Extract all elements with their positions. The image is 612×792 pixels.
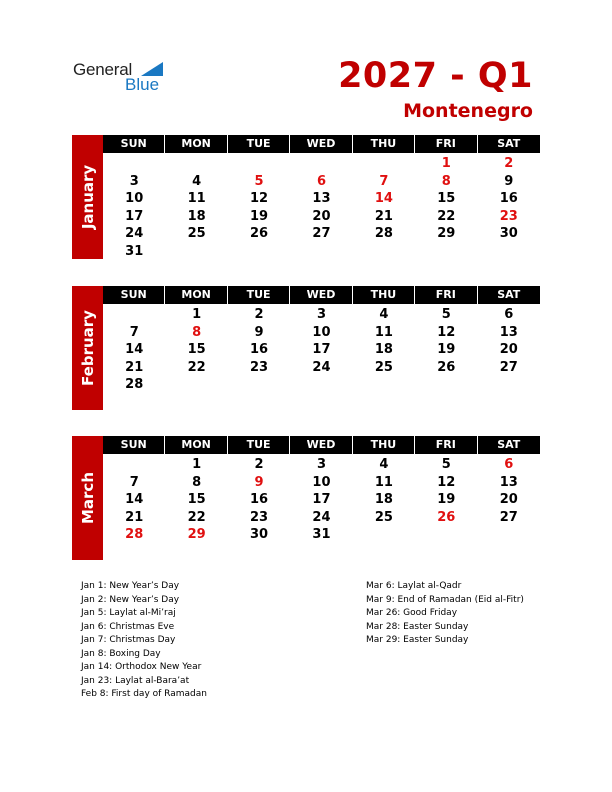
day-cell: 8	[192, 324, 202, 340]
day-cell: 10	[312, 324, 331, 340]
week-row	[103, 243, 540, 261]
day-cell: 7	[129, 474, 139, 490]
week-row	[103, 155, 540, 173]
day-cell: 11	[374, 474, 393, 490]
weekday-header: SUN	[103, 135, 165, 153]
empty-day-cell	[228, 243, 290, 261]
day-cell: 23	[250, 359, 269, 375]
day-cell: 27	[312, 226, 331, 241]
day-cell: 19	[437, 492, 456, 507]
empty-day-cell	[290, 243, 352, 261]
day-cell: 19	[250, 208, 269, 224]
holiday-item: Jan 7: Christmas Day	[81, 635, 176, 645]
day-cell: 5	[441, 307, 451, 322]
empty-day-cell	[415, 243, 477, 261]
month-block-february	[72, 286, 540, 410]
weekday-header-row	[103, 286, 540, 304]
holiday-list-left	[81, 580, 207, 702]
day-cell: 11	[187, 191, 206, 206]
day-cell: 5	[254, 173, 264, 189]
week-grid	[103, 306, 540, 394]
day-cell: 20	[499, 342, 518, 357]
day-cell: 13	[499, 474, 518, 490]
day-cell: 15	[187, 342, 206, 357]
week-row	[103, 376, 540, 394]
day-cell: 4	[379, 307, 389, 322]
day-cell: 4	[192, 173, 202, 189]
holiday-item: Mar 28: Easter Sunday	[366, 621, 469, 632]
day-cell: 10	[125, 191, 144, 206]
holiday-list-right	[366, 580, 524, 648]
day-cell: 17	[312, 492, 331, 507]
weekday-header-row	[103, 436, 540, 454]
day-cell: 16	[250, 342, 269, 357]
day-cell: 15	[187, 492, 206, 507]
empty-day-cell	[353, 155, 415, 173]
day-cell: 8	[192, 474, 202, 490]
day-cell: 24	[312, 509, 331, 525]
day-cell: 31	[125, 243, 144, 259]
day-cell: 16	[250, 492, 269, 507]
weekday-header: TUE	[228, 135, 290, 153]
day-cell: 18	[187, 208, 206, 224]
day-cell: 13	[499, 324, 518, 340]
week-row	[103, 208, 540, 226]
holiday-item: Jan 6: Christmas Eve	[81, 621, 175, 632]
empty-day-cell	[353, 243, 415, 261]
day-cell: 3	[316, 457, 326, 472]
weekday-header: MON	[165, 436, 227, 454]
weekday-header: TUE	[228, 286, 290, 304]
empty-day-cell	[478, 376, 540, 394]
empty-day-cell	[290, 376, 352, 394]
day-cell: 7	[379, 173, 389, 189]
logo-triangle-icon	[141, 62, 163, 76]
week-row	[103, 509, 540, 527]
weekday-header: SAT	[478, 135, 540, 153]
holiday-item: Mar 9: End of Ramadan (Eid al-Fitr)	[366, 594, 524, 605]
month-block-january	[72, 135, 540, 259]
day-cell: 20	[312, 208, 331, 224]
month-tab	[72, 135, 103, 259]
day-cell: 7	[129, 324, 139, 340]
day-cell: 21	[125, 359, 144, 375]
day-cell: 22	[187, 509, 206, 525]
weekday-header: SUN	[103, 436, 165, 454]
day-cell: 18	[374, 342, 393, 357]
weekday-header: SAT	[478, 286, 540, 304]
day-cell: 14	[125, 492, 144, 507]
week-row	[103, 456, 540, 474]
day-cell: 17	[312, 342, 331, 357]
week-row	[103, 225, 540, 243]
holiday-item: Feb 8: First day of Ramadan	[81, 689, 207, 699]
day-cell: 23	[499, 208, 518, 224]
holiday-item: Jan 1: New Year’s Day	[81, 581, 180, 591]
week-row	[103, 491, 540, 509]
day-cell: 12	[250, 191, 269, 206]
weekday-header: FRI	[415, 436, 477, 454]
month-tab	[72, 286, 103, 410]
logo-blue-text: Blue	[125, 75, 160, 94]
week-row	[103, 474, 540, 492]
holiday-item: Mar 6: Laylat al-Qadr	[366, 581, 462, 591]
empty-day-cell	[228, 376, 290, 394]
day-cell: 6	[316, 173, 326, 189]
empty-day-cell	[415, 526, 477, 544]
logo	[73, 60, 173, 96]
day-cell: 12	[437, 324, 456, 340]
empty-day-cell	[478, 526, 540, 544]
holiday-item: Jan 14: Orthodox New Year	[81, 662, 202, 672]
day-cell: 21	[125, 509, 144, 525]
holiday-item: Jan 8: Boxing Day	[81, 648, 161, 659]
holiday-item: Jan 2: New Year’s Day	[81, 594, 180, 605]
holiday-item: Jan 23: Laylat al-Bara’at	[81, 675, 190, 686]
day-cell: 24	[125, 226, 144, 241]
weekday-header: THU	[353, 436, 415, 454]
empty-day-cell	[165, 243, 227, 261]
holiday-item: Mar 29: Easter Sunday	[366, 635, 469, 645]
page-title: 2027 - Q1	[338, 56, 533, 96]
week-row	[103, 359, 540, 377]
day-cell: 6	[504, 457, 514, 472]
day-cell: 17	[125, 208, 144, 224]
day-cell: 2	[254, 307, 264, 322]
holiday-item: Mar 26: Good Friday	[366, 608, 458, 618]
day-cell: 11	[374, 324, 393, 340]
day-cell: 12	[437, 474, 456, 490]
day-cell: 27	[499, 509, 518, 525]
day-cell: 1	[192, 307, 202, 322]
day-cell: 9	[254, 474, 264, 490]
day-cell: 31	[312, 527, 331, 542]
day-cell: 28	[374, 226, 393, 241]
weekday-header: MON	[165, 286, 227, 304]
weekday-header: SAT	[478, 436, 540, 454]
day-cell: 25	[374, 509, 393, 525]
holiday-item: Jan 5: Laylat al-Mi’raj	[81, 608, 176, 618]
day-cell: 2	[504, 156, 514, 171]
month-name: March	[78, 471, 97, 525]
week-row	[103, 341, 540, 359]
day-cell: 26	[437, 359, 456, 375]
day-cell: 25	[187, 226, 206, 241]
day-cell: 18	[374, 492, 393, 507]
weekday-header: WED	[290, 286, 352, 304]
month-block-march	[72, 436, 540, 560]
empty-day-cell	[103, 306, 165, 324]
weekday-header: WED	[290, 135, 352, 153]
empty-day-cell	[165, 155, 227, 173]
weekday-header: THU	[353, 286, 415, 304]
empty-day-cell	[478, 243, 540, 261]
week-row	[103, 306, 540, 324]
week-row	[103, 324, 540, 342]
day-cell: 10	[312, 474, 331, 490]
empty-day-cell	[415, 376, 477, 394]
day-cell: 30	[499, 226, 518, 241]
empty-day-cell	[290, 155, 352, 173]
day-cell: 26	[250, 226, 269, 241]
day-cell: 3	[316, 307, 326, 322]
empty-day-cell	[165, 376, 227, 394]
day-cell: 8	[441, 173, 451, 189]
empty-day-cell	[228, 155, 290, 173]
empty-day-cell	[353, 376, 415, 394]
day-cell: 28	[125, 377, 144, 392]
week-row	[103, 190, 540, 208]
weekday-header: MON	[165, 135, 227, 153]
day-cell: 23	[250, 509, 269, 525]
day-cell: 1	[192, 457, 202, 472]
month-name: January	[78, 164, 97, 230]
day-cell: 25	[374, 359, 393, 375]
day-cell: 3	[129, 173, 139, 189]
day-cell: 28	[125, 527, 144, 542]
day-cell: 20	[499, 492, 518, 507]
day-cell: 22	[437, 208, 456, 224]
day-cell: 1	[441, 156, 451, 171]
weekday-header-row	[103, 135, 540, 153]
day-cell: 2	[254, 457, 264, 472]
weekday-header: THU	[353, 135, 415, 153]
day-cell: 5	[441, 457, 451, 472]
empty-day-cell	[103, 155, 165, 173]
week-row	[103, 526, 540, 544]
country-name: Montenegro	[403, 100, 533, 122]
weekday-header: FRI	[415, 135, 477, 153]
day-cell: 15	[437, 191, 456, 206]
day-cell: 16	[499, 191, 518, 206]
logo-general-text: General	[73, 60, 133, 79]
day-cell: 26	[437, 509, 456, 525]
day-cell: 22	[187, 359, 206, 375]
weekday-header: WED	[290, 436, 352, 454]
day-cell: 9	[504, 173, 514, 189]
day-cell: 19	[437, 342, 456, 357]
day-cell: 29	[437, 226, 456, 241]
day-cell: 14	[125, 342, 144, 357]
weekday-header: SUN	[103, 286, 165, 304]
day-cell: 24	[312, 359, 331, 375]
week-grid	[103, 155, 540, 260]
weekday-header: TUE	[228, 436, 290, 454]
weekday-header: FRI	[415, 286, 477, 304]
day-cell: 14	[374, 191, 393, 206]
month-name: February	[78, 310, 97, 386]
day-cell: 30	[250, 527, 269, 542]
day-cell: 4	[379, 457, 389, 472]
week-row	[103, 173, 540, 191]
day-cell: 27	[499, 359, 518, 375]
empty-day-cell	[103, 456, 165, 474]
day-cell: 21	[374, 208, 393, 224]
day-cell: 9	[254, 324, 264, 340]
week-grid	[103, 456, 540, 544]
month-tab	[72, 436, 103, 560]
day-cell: 29	[187, 527, 206, 542]
day-cell: 13	[312, 191, 331, 206]
empty-day-cell	[353, 526, 415, 544]
day-cell: 6	[504, 307, 514, 322]
